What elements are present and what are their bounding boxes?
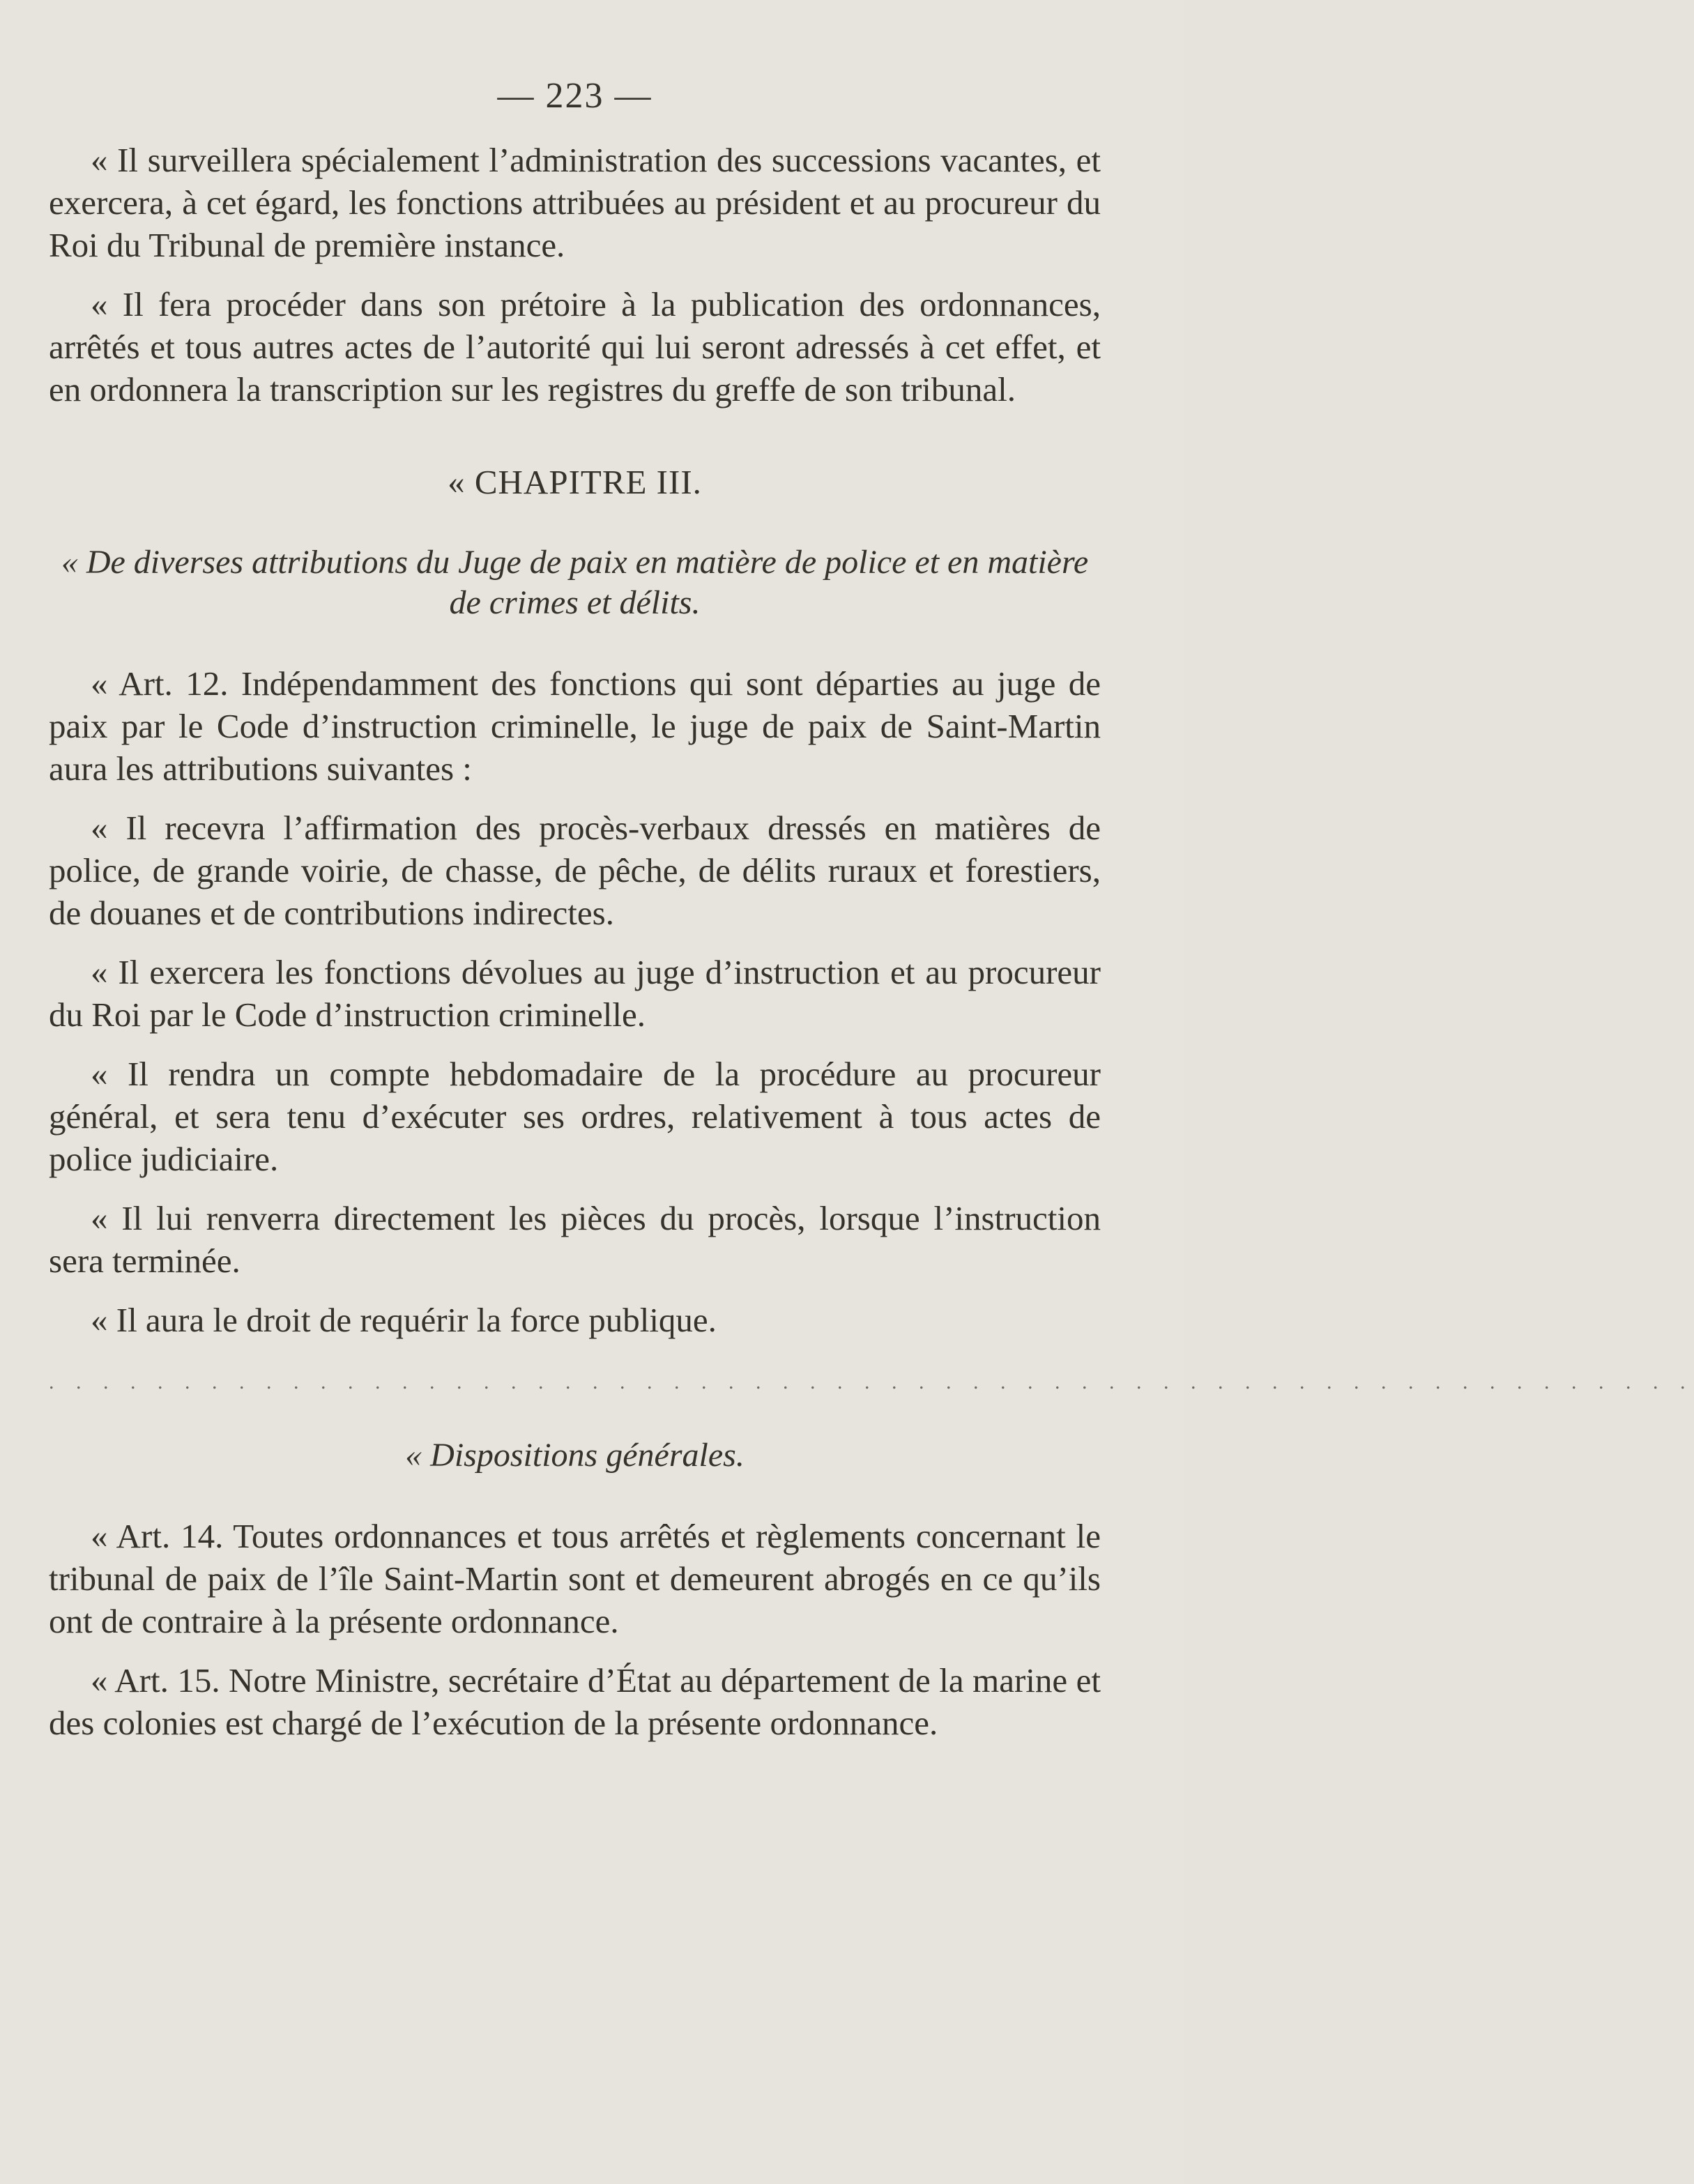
intro-text: [49, 139, 1101, 411]
paragraph-article-12: « Art. 12. Indépendamment des fonctions qui sont départies au juge de paix par le Code d’instruction criminelle, le juge de paix de Saint-Martin aura les attributions suivantes :: [49, 664, 1101, 788]
paragraph-publication: « Il fera procéder dans son prétoire à la publication des ordonnances, arrêtés et tous autres actes de l’autorité qui lui seront adressés à cet effet, et en ordonnera la transcription sur les registres du greffe de son tribunal.: [49, 285, 1101, 408]
paragraph-weekly-report: « Il rendra un compte hebdomadaire de la procédure au procureur général, et sera tenu d’exécuter ses ordres, relativement à tous actes de police judiciaire.: [49, 1055, 1101, 1178]
paragraph-succession: « Il surveillera spécialement l’administration des successions vacantes, et exercera, à cet égard, les fonctions attribuées au président et au procureur du Roi du Tribunal de première instance.: [49, 141, 1101, 264]
chapter-text: [49, 662, 1101, 1341]
dotted-separator: . . . . . . . . . . . . . . . . . . . . . . . . . . . . . . . . . . . . . . . . . . . . . . . . . . . . . . . . . . . . .: [49, 1370, 1694, 1393]
paragraph-public-force: « Il aura le droit de requérir la force publique.: [91, 1301, 717, 1339]
chapter-heading: « CHAPITRE III.: [448, 463, 702, 501]
page-number: — 223 —: [497, 76, 653, 116]
paragraph-return-documents: « Il lui renverra directement les pièces du procès, lorsque l’instruction sera terminée.: [49, 1199, 1101, 1280]
paragraph-instruction-functions: « Il exercera les fonctions dévolues au juge d’instruction et au procureur du Roi par le Code d’instruction criminelle.: [49, 953, 1101, 1034]
paragraph-article-14: « Art. 14. Toutes ordonnances et tous arrêtés et règlements concernant le tribunal de paix de l’île Saint-Martin sont et demeurent abrogés en ce qu’ils ont de contraire à la présente ordonnance.: [49, 1517, 1101, 1640]
paragraph-article-15: « Art. 15. Notre Ministre, secrétaire d’État au département de la marine et des colonies est chargé de l’exécution de la présente ordonnance.: [49, 1661, 1101, 1742]
general-dispositions-heading: « Dispositions générales.: [405, 1437, 745, 1474]
chapter-title: « De diverses attributions du Juge de paix en matière de police et en matière de crimes et délits.: [61, 544, 1089, 621]
paragraph-affirmation: « Il recevra l’affirmation des procès-verbaux dressés en matières de police, de grande voirie, de chasse, de pêche, de délits ruraux et forestiers, de douanes et de contributions indirectes.: [49, 809, 1101, 932]
general-dispositions-text: [49, 1515, 1101, 1744]
